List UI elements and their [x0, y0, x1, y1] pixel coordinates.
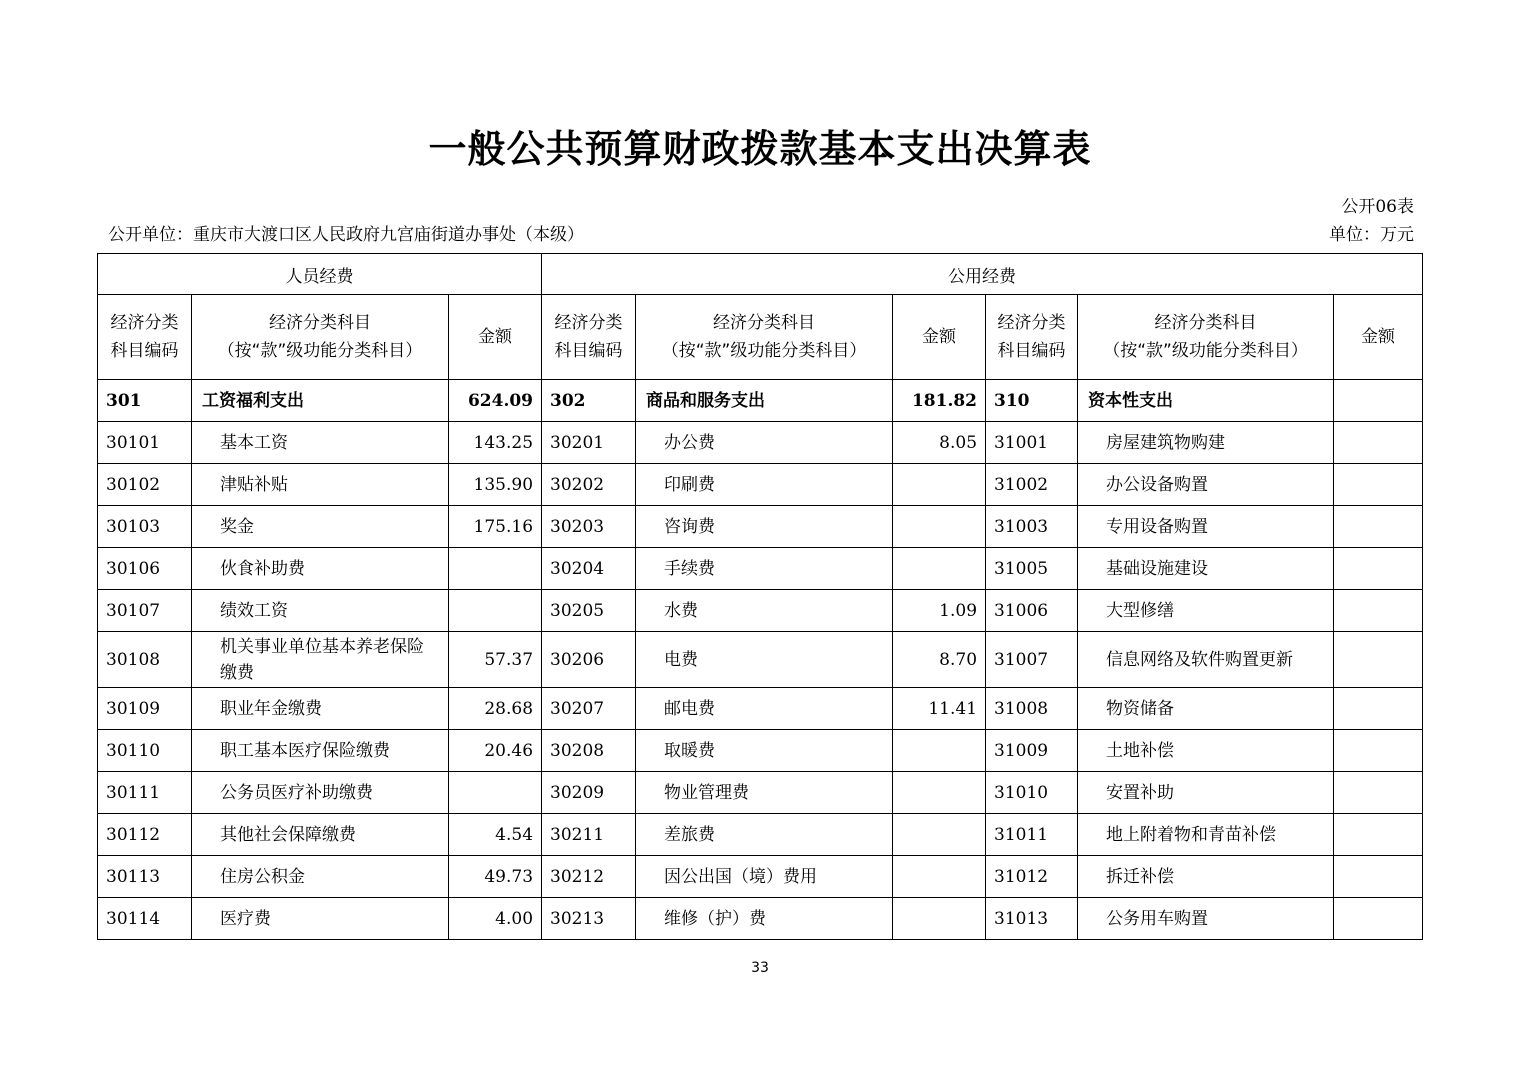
code-cell: 30101: [98, 422, 192, 464]
amount-cell: 20.46: [449, 730, 542, 772]
code-cell: 301: [98, 380, 192, 422]
name-cell: 因公出国（境）费用: [636, 856, 893, 898]
col-code-header: [542, 295, 636, 380]
group-personnel-header: 人员经费: [98, 254, 542, 295]
code-cell: 30112: [98, 814, 192, 856]
amount-cell: 28.68: [449, 688, 542, 730]
code-cell: 30102: [98, 464, 192, 506]
amount-cell: [1334, 898, 1423, 940]
table-row: [98, 464, 1423, 506]
amount-cell: 4.54: [449, 814, 542, 856]
name-cell: 物资储备: [1078, 688, 1334, 730]
col-code-header: [98, 295, 192, 380]
code-cell: 31005: [986, 548, 1078, 590]
amount-cell: 57.37: [449, 632, 542, 688]
name-cell: 工资福利支出: [192, 380, 449, 422]
money-unit: 单位：万元: [1329, 225, 1414, 245]
col-name-header: [1078, 295, 1334, 380]
amount-cell: 181.82: [893, 380, 986, 422]
name-cell: 土地补偿: [1078, 730, 1334, 772]
name-cell: 津贴补贴: [192, 464, 449, 506]
table-row: [98, 380, 1423, 422]
col-name-line1: 经济分类科目: [269, 313, 371, 333]
col-code-header: [986, 295, 1078, 380]
name-cell: 伙食补助费: [192, 548, 449, 590]
amount-cell: 49.73: [449, 856, 542, 898]
col-name-header: [192, 295, 449, 380]
code-cell: 30202: [542, 464, 636, 506]
amount-cell: 1.09: [893, 590, 986, 632]
table-row: [98, 590, 1423, 632]
col-amount-header: 金额: [449, 295, 542, 380]
code-cell: 30103: [98, 506, 192, 548]
code-cell: 310: [986, 380, 1078, 422]
table-row: [98, 688, 1423, 730]
col-code-line2: 科目编码: [997, 341, 1066, 361]
code-cell: 30108: [98, 632, 192, 688]
form-number: 公开06表: [1341, 197, 1414, 217]
name-cell: 基础设施建设: [1078, 548, 1334, 590]
amount-cell: 135.90: [449, 464, 542, 506]
code-cell: 30205: [542, 590, 636, 632]
code-cell: 30201: [542, 422, 636, 464]
code-cell: 302: [542, 380, 636, 422]
amount-cell: [449, 590, 542, 632]
col-name-header: [636, 295, 893, 380]
code-cell: 30204: [542, 548, 636, 590]
page-title: 一般公共预算财政拨款基本支出决算表: [428, 127, 1092, 171]
name-cell: 安置补助: [1078, 772, 1334, 814]
code-cell: 31012: [986, 856, 1078, 898]
name-cell: 电费: [636, 632, 893, 688]
name-cell: 职业年金缴费: [192, 688, 449, 730]
code-cell: 30106: [98, 548, 192, 590]
amount-cell: [449, 772, 542, 814]
name-cell: 咨询费: [636, 506, 893, 548]
name-cell: 基本工资: [192, 422, 449, 464]
table-row: [98, 506, 1423, 548]
col-name-line1: 经济分类科目: [713, 313, 816, 333]
code-cell: 30114: [98, 898, 192, 940]
code-cell: 30207: [542, 688, 636, 730]
code-cell: 30208: [542, 730, 636, 772]
amount-cell: [1334, 380, 1423, 422]
table-row: [98, 422, 1423, 464]
page-number: 33: [751, 960, 769, 976]
name-cell: 水费: [636, 590, 893, 632]
amount-cell: 8.70: [893, 632, 986, 688]
col-amount-header: 金额: [1334, 295, 1423, 380]
amount-cell: 624.09: [449, 380, 542, 422]
name-cell: 房屋建筑物购建: [1078, 422, 1334, 464]
name-cell: 资本性支出: [1078, 380, 1334, 422]
col-code-line1: 经济分类: [554, 313, 623, 333]
name-cell: 信息网络及软件购置更新: [1078, 632, 1334, 688]
col-code-line2: 科目编码: [110, 341, 179, 361]
name-cell: 绩效工资: [192, 590, 449, 632]
table-row: [98, 548, 1423, 590]
name-cell: 取暖费: [636, 730, 893, 772]
amount-cell: [893, 506, 986, 548]
code-cell: 31003: [986, 506, 1078, 548]
col-code-line1: 经济分类: [997, 313, 1066, 333]
col-amount-header: 金额: [893, 295, 986, 380]
amount-cell: [1334, 772, 1423, 814]
amount-cell: [1334, 688, 1423, 730]
name-cell: 印刷费: [636, 464, 893, 506]
name-cell: 维修（护）费: [636, 898, 893, 940]
amount-cell: [893, 856, 986, 898]
code-cell: 30213: [542, 898, 636, 940]
code-cell: 30206: [542, 632, 636, 688]
table-row: [98, 814, 1423, 856]
amount-cell: [893, 730, 986, 772]
amount-cell: [1334, 506, 1423, 548]
code-cell: 31007: [986, 632, 1078, 688]
code-cell: 31002: [986, 464, 1078, 506]
amount-cell: [1334, 814, 1423, 856]
code-cell: 31001: [986, 422, 1078, 464]
amount-cell: [893, 898, 986, 940]
amount-cell: [893, 772, 986, 814]
name-cell: 医疗费: [192, 898, 449, 940]
code-cell: 30109: [98, 688, 192, 730]
name-cell: 商品和服务支出: [636, 380, 893, 422]
name-cell: 邮电费: [636, 688, 893, 730]
table-row: [98, 730, 1423, 772]
name-cell: 奖金: [192, 506, 449, 548]
amount-cell: [1334, 464, 1423, 506]
table-row: [98, 898, 1423, 940]
name-cell: 地上附着物和青苗补偿: [1078, 814, 1334, 856]
name-cell: 专用设备购置: [1078, 506, 1334, 548]
name-cell: 住房公积金: [192, 856, 449, 898]
col-code-line2: 科目编码: [554, 341, 623, 361]
name-cell: 拆迁补偿: [1078, 856, 1334, 898]
name-cell: 手续费: [636, 548, 893, 590]
col-name-line2: （按“款”级功能分类科目）: [1103, 341, 1308, 361]
amount-cell: [1334, 422, 1423, 464]
code-cell: 31008: [986, 688, 1078, 730]
expenditure-table: [97, 253, 1423, 940]
amount-cell: [1334, 730, 1423, 772]
code-cell: 31011: [986, 814, 1078, 856]
table-row: [98, 772, 1423, 814]
name-cell: 大型修缮: [1078, 590, 1334, 632]
col-name-line1: 经济分类科目: [1154, 313, 1257, 333]
name-cell: 差旅费: [636, 814, 893, 856]
amount-cell: [893, 464, 986, 506]
code-cell: 30110: [98, 730, 192, 772]
name-cell: 办公设备购置: [1078, 464, 1334, 506]
amount-cell: 11.41: [893, 688, 986, 730]
name-cell: 其他社会保障缴费: [192, 814, 449, 856]
amount-cell: 175.16: [449, 506, 542, 548]
code-cell: 31006: [986, 590, 1078, 632]
col-name-line2: （按“款”级功能分类科目）: [217, 341, 423, 361]
group-public-header: 公用经费: [542, 254, 1423, 295]
table-row: [98, 632, 1423, 688]
amount-cell: [449, 548, 542, 590]
amount-cell: 143.25: [449, 422, 542, 464]
name-cell: 公务用车购置: [1078, 898, 1334, 940]
code-cell: 30211: [542, 814, 636, 856]
col-name-line2: （按“款”级功能分类科目）: [661, 341, 867, 361]
amount-cell: 8.05: [893, 422, 986, 464]
amount-cell: [1334, 590, 1423, 632]
code-cell: 30111: [98, 772, 192, 814]
name-cell: 物业管理费: [636, 772, 893, 814]
name-cell: 办公费: [636, 422, 893, 464]
amount-cell: 4.00: [449, 898, 542, 940]
name-cell: 职工基本医疗保险缴费: [192, 730, 449, 772]
reporting-unit: 公开单位：重庆市大渡口区人民政府九宫庙街道办事处（本级）: [108, 225, 584, 245]
col-code-line1: 经济分类: [110, 313, 179, 333]
amount-cell: [1334, 856, 1423, 898]
code-cell: 30107: [98, 590, 192, 632]
amount-cell: [1334, 548, 1423, 590]
amount-cell: [1334, 632, 1423, 688]
code-cell: 30113: [98, 856, 192, 898]
name-cell: 公务员医疗补助缴费: [192, 772, 449, 814]
code-cell: 30209: [542, 772, 636, 814]
code-cell: 30212: [542, 856, 636, 898]
table-row: [98, 856, 1423, 898]
code-cell: 31010: [986, 772, 1078, 814]
amount-cell: [893, 814, 986, 856]
code-cell: 30203: [542, 506, 636, 548]
code-cell: 31013: [986, 898, 1078, 940]
code-cell: 31009: [986, 730, 1078, 772]
name-cell: 机关事业单位基本养老保险缴费: [192, 632, 449, 688]
amount-cell: [893, 548, 986, 590]
